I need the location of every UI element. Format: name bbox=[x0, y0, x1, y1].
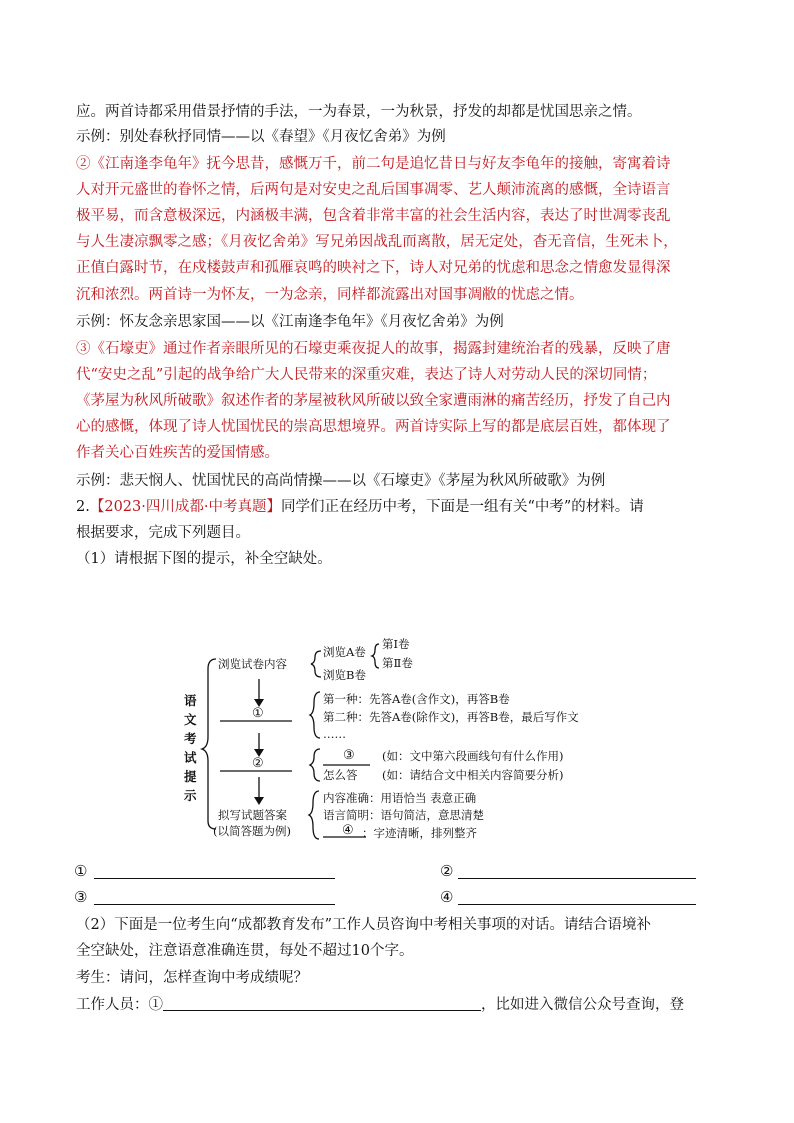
question-stem bbox=[76, 496, 726, 518]
answer-label-3: ③ bbox=[74, 888, 88, 906]
text-line: 代“安史之乱”引起的战争给广大人民带来的深重灾难，表达了诗人对劳动人民的深切同情； bbox=[76, 367, 657, 383]
answer-field-2[interactable] bbox=[458, 862, 696, 879]
text-line: ②《江南逢李龟年》抚今思昔，感慨万千，前二句是追忆昔日与好友李龟年的接触，寄寓着诗 bbox=[76, 156, 671, 172]
how-label: 怎么答 bbox=[323, 768, 358, 782]
sub-question-1: （1）请根据下图的提示，补全空缺处。 bbox=[76, 551, 332, 567]
vol1-label: 第Ⅰ卷 bbox=[382, 637, 410, 651]
diagram-title-char: 语 bbox=[184, 693, 197, 708]
text-line: 与人生凄凉飘零之感；《月夜忆舍弟》写兄弟因战乱而离散，居无定处，杳无音信，生死未卜， bbox=[76, 234, 678, 250]
answer-field-3[interactable] bbox=[94, 888, 335, 905]
question-stem-text: 同学们正在经历中考，下面是一组有关“中考”的材料。请 bbox=[280, 499, 644, 515]
diagram-title-char: 提 bbox=[184, 769, 197, 784]
staff-answer-field[interactable] bbox=[163, 996, 481, 1011]
text-line: 沉和浓烈。两首诗一为怀友，一为念亲，同样都流露出对国事凋敝的忧虑之情。 bbox=[76, 287, 584, 303]
criterion-2: 语言简明：语句简洁，意思清楚 bbox=[323, 808, 484, 822]
option-1: 第一种：先答A卷(含作文)，再答B卷 bbox=[323, 692, 510, 706]
option-2: 第二种：先答A卷(除作文)，再答B卷，最后写作文 bbox=[323, 710, 579, 724]
diagram-blank-2: ② bbox=[252, 756, 264, 771]
example-how: (如：请结合文中相关内容简要分析) bbox=[382, 768, 564, 782]
criterion-1: 内容准确：用语恰当 表意正确 bbox=[323, 791, 477, 805]
diagram-title bbox=[184, 691, 198, 805]
text-line: 应。两首诗都采用借景抒情的手法，一为春景，一为秋景，抒发的却都是忧国思亲之情。 bbox=[76, 104, 642, 120]
text-line: 极平易，而含意极深远，内涵极丰满，包含着非常丰富的社会生活内容，表达了时世凋零丧乱 bbox=[76, 208, 671, 224]
dialogue-staff bbox=[76, 994, 726, 1016]
sub-question-2: 全空缺处，注意语意准确连贯，每处不超过10个字。 bbox=[76, 943, 414, 959]
answer-field-1[interactable] bbox=[94, 862, 335, 879]
draft-sublabel: (以简答题为例) bbox=[213, 824, 291, 838]
example-3: (如：文中第六段画线句有什么作用) bbox=[382, 749, 564, 763]
example-line: 示例：悲天悯人、忧国忧民的高尚情操——以《石壕吏》《茅屋为秋风所破歌》为例 bbox=[76, 473, 606, 489]
staff-prefix: 工作人员：① bbox=[76, 997, 163, 1013]
browse-label: 浏览试卷内容 bbox=[218, 657, 287, 671]
text-line: ③《石壕吏》通过作者亲眼所见的石壕吏乘夜捉人的故事，揭露封建统治者的残暴，反映了唐 bbox=[76, 341, 671, 357]
example-line: 示例：别处春秋抒同情——以《春望》《月夜忆舍弟》为例 bbox=[76, 129, 446, 145]
browse-b-label: 浏览B卷 bbox=[323, 668, 366, 682]
question-stem: 根据要求，完成下列题目。 bbox=[76, 525, 250, 541]
exam-tips-diagram bbox=[180, 637, 616, 847]
answer-label-2: ② bbox=[440, 862, 454, 880]
dialogue-student: 考生：请问，怎样查询中考成绩呢？ bbox=[76, 970, 308, 986]
diagram-title-char: 示 bbox=[184, 788, 197, 803]
diagram-title-char: 文 bbox=[184, 712, 197, 727]
browse-a-label: 浏览A卷 bbox=[323, 645, 366, 659]
text-line: 人对开元盛世的眷怀之情，后两句是对安史之乱后国事凋零、艺人颠沛流离的感慨，全诗语言 bbox=[76, 182, 671, 198]
staff-suffix: ，比如进入微信公众号查询，登 bbox=[481, 997, 684, 1013]
question-tag: 【2023·四川成都·中考真题】 bbox=[89, 499, 281, 515]
sub-question-2: （2）下面是一位考生向“成都教育发布”工作人员咨询中考相关事项的对话。请结合语境补 bbox=[76, 917, 652, 933]
diagram-blank-3: ③ bbox=[343, 748, 355, 763]
answer-field-4[interactable] bbox=[458, 888, 696, 905]
text-line: 作者关心百姓疾苦的爱国情感。 bbox=[76, 445, 279, 461]
draft-label: 拟写试题答案 bbox=[218, 808, 287, 822]
vol2-label: 第Ⅱ卷 bbox=[382, 656, 413, 670]
question-number: 2. bbox=[76, 499, 90, 515]
ellipsis: …… bbox=[323, 727, 346, 741]
answer-label-1: ① bbox=[74, 862, 88, 880]
text-line: 《茅屋为秋风所破歌》叙述作者的茅屋被秋风所破以致全家遭雨淋的痛苦经历，抒发了自己内 bbox=[76, 393, 671, 409]
text-line: 心的感慨，体现了诗人忧国忧民的崇高思想境界。两首诗实际上写的都是底层百姓，都体现了 bbox=[76, 419, 671, 435]
answer-label-4: ④ bbox=[440, 888, 454, 906]
diagram-title-char: 考 bbox=[184, 731, 197, 746]
example-line: 示例：怀友念亲思家国——以《江南逢李龟年》《月夜忆舍弟》为例 bbox=[76, 314, 504, 330]
criterion-3: ：字迹清晰，排列整齐 bbox=[362, 826, 477, 840]
diagram-blank-4: ④ bbox=[342, 823, 354, 838]
text-line: 正值白露时节，在戍楼鼓声和孤雁哀鸣的映衬之下，诗人对兄弟的忧虑和思念之情愈发显得深 bbox=[76, 260, 671, 276]
diagram-blank-1: ① bbox=[252, 706, 264, 721]
diagram-title-char: 试 bbox=[184, 750, 197, 765]
